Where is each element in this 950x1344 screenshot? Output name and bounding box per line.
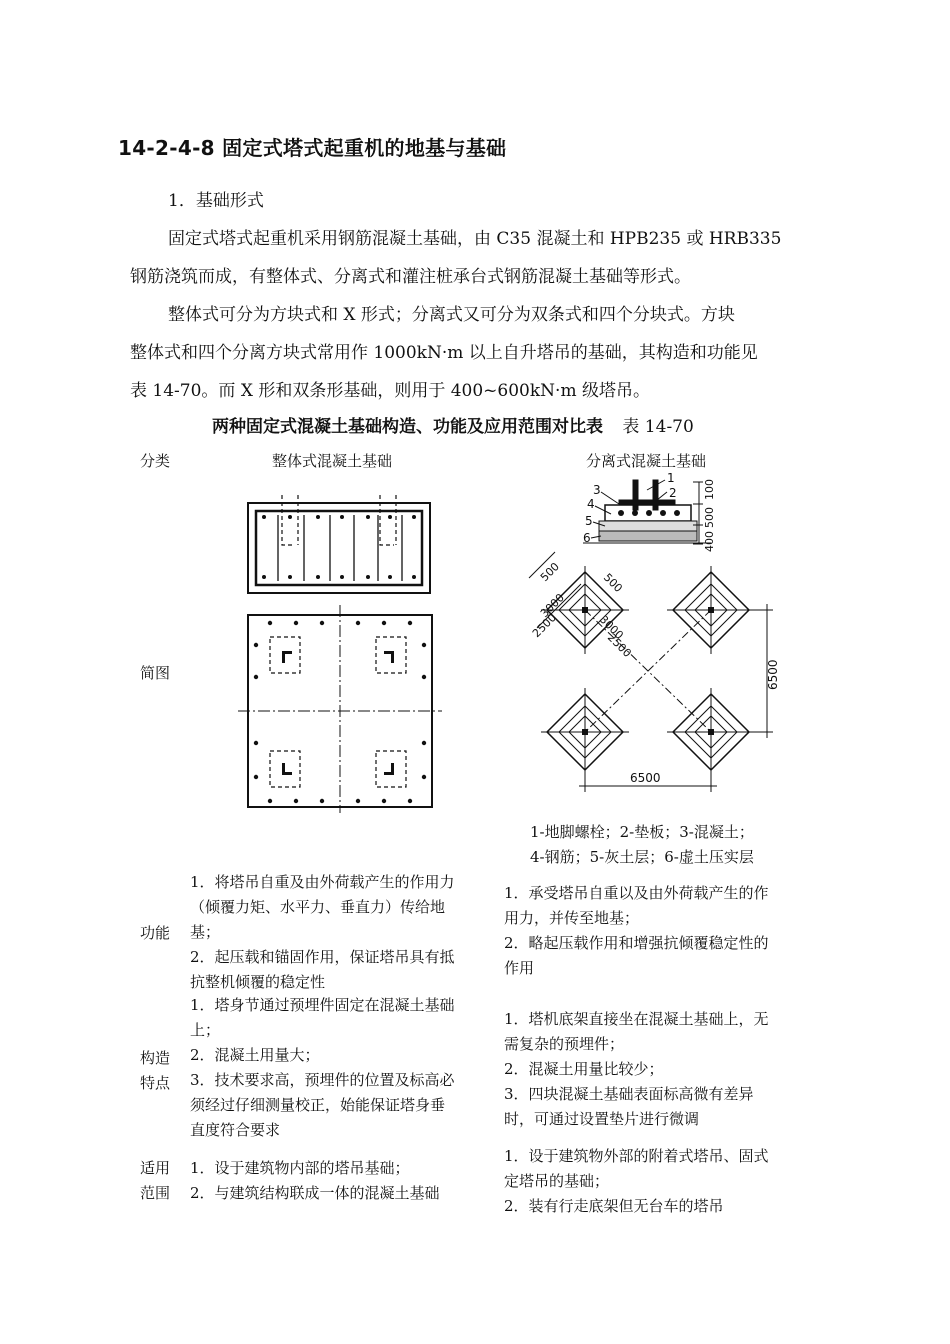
legend-line-1: 1-地脚螺栓；2-垫板；3-混凝土； <box>530 823 754 841</box>
structure-integral-line: 3．技术要求高，预埋件的位置及标高必 <box>190 1071 455 1089</box>
dim-6500-horizontal: 6500 <box>630 771 661 785</box>
function-separate <box>504 881 769 981</box>
dim-2500-b: 2500 <box>604 630 634 660</box>
structure-integral-line: 须经过仔细测量校正，始能保证塔身垂 <box>190 1096 446 1114</box>
dim-500-b: 500 <box>600 570 625 595</box>
function-separate-line: 1．承受塔吊自重以及由外荷载产生的作 <box>504 884 769 902</box>
dim-2500-a: 2500 <box>529 611 559 641</box>
function-integral-line: 抗整机倾覆的稳定性 <box>190 973 326 991</box>
structure-integral-line: 1．塔身节通过预埋件固定在混凝土基础 <box>190 996 455 1014</box>
function-separate-line: 2．略起压载作用和增强抗倾覆稳定性的 <box>504 934 769 952</box>
header-integral: 整体式混凝土基础 <box>272 452 393 470</box>
table-caption <box>212 412 694 437</box>
function-integral-line: （倾覆力矩、水平力、垂直力）传给地 <box>190 898 446 916</box>
label-3: 3 <box>593 483 601 497</box>
row-label-structure-2: 特点 <box>140 1074 171 1092</box>
row-label-function: 功能 <box>140 924 171 942</box>
row-label-diagram: 简图 <box>140 664 171 682</box>
scope-integral <box>190 1156 440 1206</box>
dim-3000-b: 3000 <box>596 612 626 642</box>
paragraph-2-line-3: 表 14-70。而 X 形和双条形基础，则用于 400~600kN·m 级塔吊。 <box>130 381 650 401</box>
compacted-soil-layer <box>599 531 697 541</box>
dim-500-section: 500 <box>703 507 716 528</box>
function-integral <box>190 870 455 995</box>
legend-line-2: 4-钢筋；5-灰土层；6-虚土压实层 <box>530 848 754 866</box>
scope-integral-line: 2．与建筑结构联成一体的混凝土基础 <box>190 1184 440 1202</box>
function-separate-line: 用力，并传至地基； <box>504 909 640 927</box>
function-integral-line: 1．将塔吊自重及由外荷载产生的作用力 <box>190 873 455 891</box>
lime-soil-layer <box>599 521 697 531</box>
table-number: 表 14-70 <box>622 417 694 437</box>
structure-integral <box>190 993 455 1143</box>
header-separate: 分离式混凝土基础 <box>586 452 707 470</box>
structure-integral-line: 上； <box>190 1021 221 1039</box>
paragraph-1-line-1: 固定式塔式起重机采用钢筋混凝土基础，由 C35 混凝土和 HPB235 或 HRB335 <box>168 229 782 249</box>
structure-separate-line: 时，可通过设置垫片进行微调 <box>504 1110 700 1128</box>
subhead: 1．基础形式 <box>168 191 264 211</box>
label-6: 6 <box>583 531 591 545</box>
row-label-scope-2: 范围 <box>140 1184 171 1202</box>
dim-6500-vertical: 6500 <box>766 659 780 690</box>
dim-3000-a: 3000 <box>537 591 567 621</box>
structure-separate-line: 3．四块混凝土基础表面标高微有差异 <box>504 1085 754 1103</box>
label-1: 1 <box>667 471 675 485</box>
scope-separate-line: 1．设于建筑物外部的附着式塔吊、固式 <box>504 1147 769 1165</box>
label-2: 2 <box>669 486 677 500</box>
structure-separate <box>504 1007 769 1132</box>
function-integral-line: 基； <box>190 923 221 941</box>
integral-foundation-diagram <box>230 495 445 815</box>
integral-section-rebar <box>256 511 422 585</box>
structure-integral-line: 2．混凝土用量大； <box>190 1046 320 1064</box>
row-label-scope <box>140 1156 170 1206</box>
row-label-structure-1: 构造 <box>140 1049 171 1067</box>
paragraph-1-line-2: 钢筋浇筑而成，有整体式、分离式和灌注桩承台式钢筋混凝土基础等形式。 <box>130 267 691 287</box>
function-separate-line: 作用 <box>504 959 535 977</box>
function-integral-line: 2．起压载和锚固作用，保证塔吊具有抵 <box>190 948 455 966</box>
diagram-legend <box>530 820 754 870</box>
label-4: 4 <box>587 497 595 511</box>
section-title: 14-2-4-8 固定式塔式起重机的地基与基础 <box>118 136 507 160</box>
label-5: 5 <box>585 514 593 528</box>
structure-separate-line: 需复杂的预埋件； <box>504 1035 625 1053</box>
dim-400: 400 <box>703 531 716 552</box>
integral-section-outer <box>248 503 430 593</box>
scope-separate-line: 定塔吊的基础； <box>504 1172 610 1190</box>
row-label-scope-1: 适用 <box>140 1159 171 1177</box>
scope-integral-line: 1．设于建筑物内部的塔吊基础； <box>190 1159 410 1177</box>
structure-separate-line: 1．塔机底架直接坐在混凝土基础上，无 <box>504 1010 769 1028</box>
scope-separate-line: 2．装有行走底架但无台车的塔吊 <box>504 1197 724 1215</box>
row-label-structure <box>140 1046 170 1096</box>
structure-separate-line: 2．混凝土用量比较少； <box>504 1060 664 1078</box>
paragraph-2-line-2: 整体式和四个分离方块式常用作 1000kN·m 以上自升塔吊的基础，其构造和功能见 <box>130 343 758 363</box>
dim-500-a: 500 <box>537 560 562 585</box>
paragraph-2-line-1: 整体式可分为方块式和 X 形式；分离式又可分为双条式和四个分块式。方块 <box>168 305 735 325</box>
structure-integral-line: 直度符合要求 <box>190 1121 281 1139</box>
scope-separate <box>504 1144 769 1219</box>
header-category: 分类 <box>140 452 171 470</box>
dim-100: 100 <box>703 479 716 500</box>
separate-foundation-diagram <box>515 470 795 815</box>
table-caption-title: 两种固定式混凝土基础构造、功能及应用范围对比表 <box>212 417 603 437</box>
